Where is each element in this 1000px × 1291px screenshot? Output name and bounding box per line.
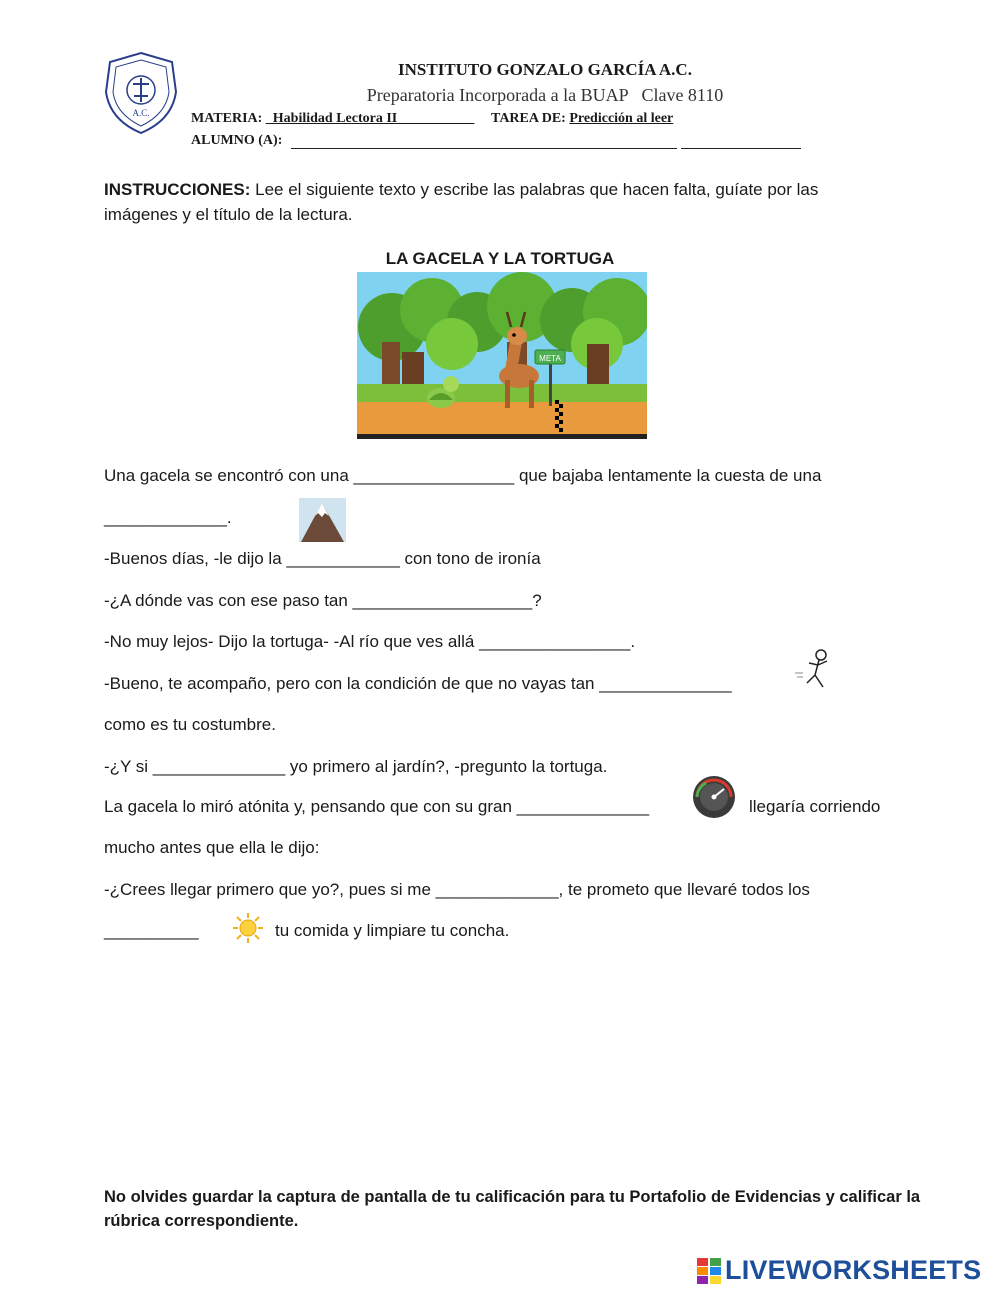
gazelle-tortoise-illustration [357,272,647,439]
story-line-4: -¿A dónde vas con ese paso tan ___________________? [104,591,542,610]
school-name: INSTITUTO GONZALO GARCÍA A.C. [398,60,692,79]
alumno-label: ALUMNO (A): [191,133,283,148]
school-crest-logo [102,50,180,136]
story-line-1: Una gacela se encontró con una _________________ que bajaba lentamente la cuesta de una [104,466,822,485]
story-line-9: La gacela lo miró atónita y, pensando que con su gran ______________ [104,797,650,816]
story-line-11: mucho antes que ella le dijo: [104,838,320,857]
school-subtitle: Preparatoria Incorporada a la BUAP Clave 8110 [366,85,724,105]
materia-tarea-line [191,111,673,127]
sign-text: META [539,354,561,363]
sun-icon [232,912,264,944]
alumno-name-field[interactable] [291,148,677,149]
mountain-icon [299,498,346,542]
tarea-value: Predicción al leer [569,111,674,126]
story-title: LA GACELA Y LA TORTUGA [385,249,615,268]
liveworksheets-brand [697,1254,997,1288]
story-line-5: -No muy lejos- Dijo la tortuga- -Al río que ves allá ________________. [104,632,636,651]
story-line-12: -¿Crees llegar primero que yo?, pues si me _____________, te prometo que llevaré todos los [104,880,810,899]
story-line-3: -Buenos días, -le dijo la ____________ con tono de ironía [104,549,541,568]
alumno-extra-field[interactable] [681,148,801,149]
instructions-label: INSTRUCCIONES: [104,180,251,199]
instructions [104,177,894,227]
logo-text: A.C. [132,108,150,118]
story-line-13: __________ [104,921,199,940]
tarea-label: TAREA DE: [491,111,566,126]
instructions-text: Lee el siguiente texto y escribe las palabras que hacen falta, guíate por las imágenes y el título de la lectura. [104,180,819,224]
running-stick-figure-icon [793,647,833,691]
story-line-14: tu comida y limpiare tu concha. [275,921,510,940]
materia-label: MATERIA: [191,111,263,126]
story-line-10: llegaría corriendo [749,797,881,816]
liveworksheets-text: LIVEWORKSHEETS [725,1255,982,1285]
footer-note: No olvides guardar la captura de pantalla de tu calificación para tu Portafolio de Evidencias y calificar la rúbrica correspondiente. [104,1188,921,1230]
materia-value: _Habilidad Lectora II___________ [265,111,475,126]
story-line-8: -¿Y si ______________ yo primero al jardín?, -pregunto la tortuga. [104,757,608,776]
story-line-2: _____________. [104,508,232,527]
story-line-6: -Bueno, te acompaño, pero con la condición de que no vayas tan ______________ [104,674,732,693]
liveworksheets-logo-icon [697,1258,721,1284]
speedometer-icon [692,775,736,819]
story-line-7: como es tu costumbre. [104,715,276,734]
